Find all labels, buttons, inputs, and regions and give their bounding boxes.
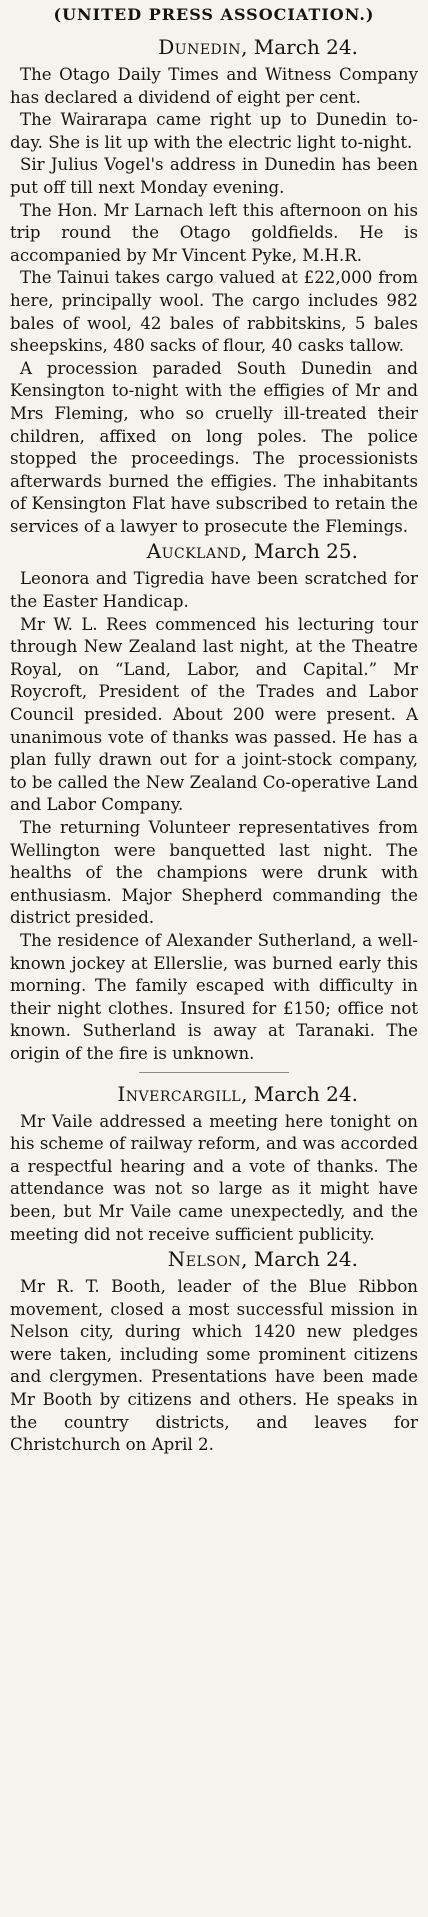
dateline-date: , March 25. bbox=[241, 539, 358, 564]
section-invercargill bbox=[10, 1081, 418, 1247]
section-auckland bbox=[10, 538, 418, 1065]
news-paragraph: The returning Volunteer representatives from Wellington were banquetted last night. The healths of the champions were drunk with enthusiasm. Major Shepherd commanding the district presided. bbox=[10, 818, 418, 928]
news-paragraph: The Tainui takes cargo valued at £22,000 from here, principally wool. The cargo includes 982 bales of wool, 42 bales of rabbitskins, 5 bales sheepskins, 480 sacks of flour, 40 casks tallow. bbox=[10, 268, 418, 356]
dateline-date: , March 24. bbox=[241, 35, 358, 59]
dateline-place: Nelson bbox=[167, 1247, 242, 1272]
dateline-place: Invercargill bbox=[117, 1081, 242, 1106]
dateline-place: Auckland bbox=[146, 539, 242, 564]
agency-credit: (UNITED PRESS ASSOCIATION.) bbox=[53, 5, 375, 24]
dateline-dunedin bbox=[10, 34, 358, 60]
news-paragraph: Mr Vaile addressed a meeting here tonight on his scheme of railway reform, and was accorded a respectful hearing and a vote of thanks. The attendance was not so large as it might have been, but Mr Vaile came unexpectedly, and the meeting did not receive sufficient publicity. bbox=[10, 1111, 418, 1244]
news-paragraph: The residence of Alexander Sutherland, a well-known jockey at Ellerslie, was burned early this morning. The family escaped with difficulty in their night clothes. Insured for £150; office not known. Sutherland is away at Taranaki. The origin of the fire is unknown. bbox=[10, 930, 418, 1063]
news-paragraph: Sir Julius Vogel's address in Dunedin has been put off till next Monday evening. bbox=[10, 155, 418, 197]
news-paragraph: The Hon. Mr Larnach left this afternoon on his trip round the Otago goldfields. He is accompanied by Mr Vincent Pyke, M.H.R. bbox=[10, 200, 418, 265]
section-dunedin bbox=[10, 34, 418, 538]
news-paragraph: Mr W. L. Rees commenced his lecturing tour through New Zealand last night, at the Theatre Royal, on “Land, Labor, and Capital.” Mr Roycroft, President of the Trades and Labor Council presided. About 200 were present. A unanimous vote of thanks was passed. He has a plan fully drawn out for a joint-stock company, to be called the New Zealand Co-operative Land and Labor Company. bbox=[10, 614, 418, 815]
news-paragraph: Mr R. T. Booth, leader of the Blue Ribbon movement, closed a most successful mission in Nelson city, during which 1420 new pledges were taken, including some prominent citizens and clergymen. Presentations have been made Mr Booth by citizens and others. He speaks in the country districts, and leaves for Christchurch on April 2. bbox=[10, 1277, 418, 1455]
dateline-invercargill bbox=[10, 1081, 358, 1107]
news-paragraph: The Otago Daily Times and Witness Company has declared a dividend of eight per cent. bbox=[10, 65, 418, 107]
news-paragraph: The Wairarapa came right up to Dunedin to-day. She is lit up with the electric light to-night. bbox=[10, 110, 418, 152]
news-paragraph: A procession paraded South Dunedin and Kensington to-night with the effigies of Mr and Mrs Fleming, who so cruelly ill-treated their children, affixed on long poles. The police stopped the proceedings. The processionists afterwards burned the effigies. The inhabitants of Kensington Flat have subscribed to retain the services of a lawyer to prosecute the Flemings. bbox=[10, 358, 418, 536]
dateline-auckland bbox=[10, 538, 358, 564]
dateline-date: , March 24. bbox=[241, 1081, 358, 1106]
dateline-date: , March 24. bbox=[241, 1247, 358, 1272]
section-nelson bbox=[10, 1246, 418, 1457]
section-divider bbox=[139, 1072, 289, 1073]
news-paragraph: Leonora and Tigredia have been scratched for the Easter Handicap. bbox=[10, 569, 418, 612]
dateline-place: Dunedin bbox=[158, 35, 242, 59]
dateline-nelson bbox=[10, 1246, 358, 1272]
